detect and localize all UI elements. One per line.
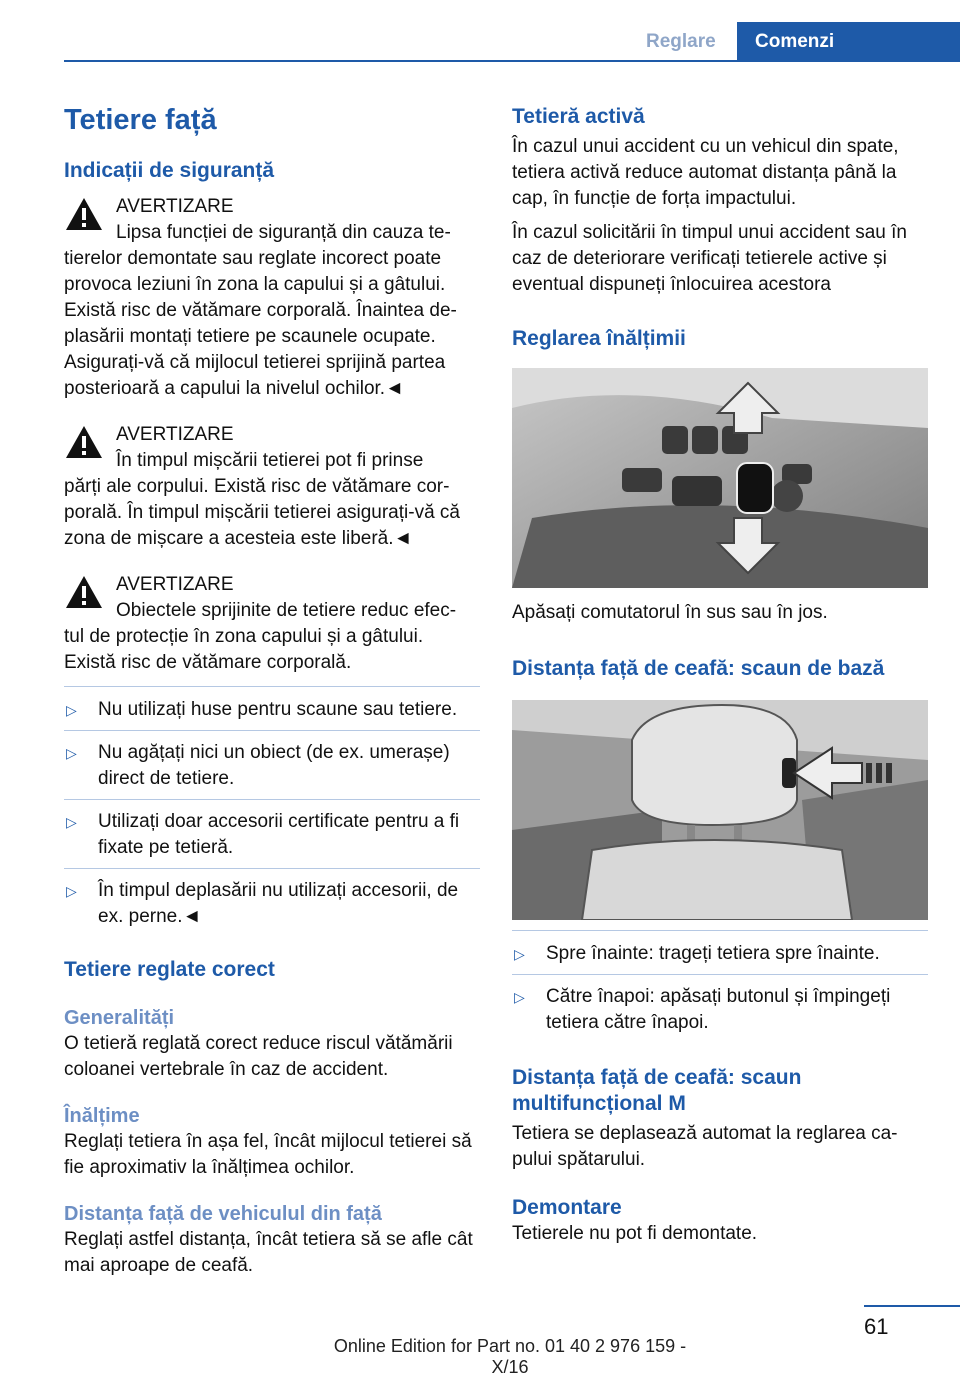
correct-heading: Tetiere reglate corect (64, 958, 275, 981)
header-tab-reglare[interactable]: Reglare (646, 31, 716, 52)
warning-block (64, 422, 480, 552)
height-adjust-heading: Reglarea înălțimii (512, 327, 686, 350)
warning-label: AVERTIZARE (116, 424, 234, 445)
warning-label: AVERTIZARE (116, 196, 234, 217)
active-heading: Tetieră activă (512, 105, 645, 128)
general-text: O tetieră reglată corect reduce riscul vătămării coloanei vertebrale în caz de accident. (64, 1033, 453, 1080)
left-column (64, 100, 480, 1279)
removal-text: Tetierele nu pot fi demontate. (512, 1223, 758, 1244)
list-item: ▷ Nu agățați nici un obiect (de ex. umerașe) direct de tetiere. (64, 740, 480, 800)
warning-text: tul de protecție în zona capului și a gâtului. Există risc de vătămare corporală. (64, 626, 424, 673)
base-seat-heading: Distanța față de ceafă: scaun de bază (512, 657, 885, 680)
warning-text: tierelor demontate sau reglate incorect poate provoca leziuni în zona la capului și a gâtului. Există risc de vătămare corporală. Înaintea de-plasării montați tetiere pe scaunele ocupate. Asigurați-vă că mijlocul tetierei sprijină partea posterioară a capului la nivelul ochilor.◄ (64, 248, 457, 399)
footer-rule (864, 1305, 960, 1307)
page-number: 61 (864, 1314, 889, 1339)
triangle-bullet-icon: ▷ (66, 883, 77, 899)
height-adjust-text: Apăsați comutatorul în sus sau în jos. (512, 602, 828, 623)
m-seat-text: Tetiera se deplasează automat la reglarea ca-pului spătarului. (512, 1123, 898, 1170)
header-rule (64, 60, 960, 62)
m-seat-heading: Distanța față de ceafă: scaun multifuncțional M (512, 1066, 802, 1115)
safety-bullet-list (64, 686, 480, 937)
warning-text-first: Lipsa funcției de siguranță din cauza te- (116, 222, 451, 243)
warning-block (64, 194, 480, 402)
triangle-bullet-icon: ▷ (514, 946, 525, 962)
list-item: ▷ În timpul deplasării nu utilizați accesorii, de ex. perne.◄ (66, 880, 459, 927)
distance-heading: Distanța față de vehiculul din față (64, 1203, 382, 1225)
right-column (512, 104, 928, 1247)
removal-heading: Demontare (512, 1196, 622, 1219)
safety-heading: Indicații de siguranță (64, 159, 275, 182)
list-item: ▷ Utilizați doar accesorii certificate pentru a fi fixate pe tetieră. (64, 809, 480, 869)
active-paragraph: În cazul solicitării în timpul unui accident sau în caz de deteriorare verificați tetierele active și eventual dispuneți înlocuirea acestora (512, 222, 907, 295)
height-heading: Înălțime (64, 1105, 140, 1127)
warning-text-first: Obiectele sprijinite de tetiere reduc efec- (116, 600, 457, 621)
header-tab-comenzi[interactable]: Comenzi (737, 22, 960, 62)
warning-triangle-icon (64, 424, 104, 460)
active-paragraph: În cazul unui accident cu un vehicul din spate, tetiera activă reduce automat distanța până la cap, în funcție de forța impactului. (512, 136, 899, 209)
warning-triangle-icon (64, 574, 104, 610)
general-heading: Generalități (64, 1007, 175, 1029)
height-text: Reglați tetiera în așa fel, încât mijlocul tetierei să fie aproximativ la înălțimea ochilor. (64, 1131, 472, 1178)
triangle-bullet-icon: ▷ (66, 814, 77, 830)
warning-triangle-icon (64, 196, 104, 232)
warning-text: părți ale corpului. Există risc de vătămare cor-porală. În timpul mișcării tetierei asigurați-vă că zona de mișcare a acesteia este liberă.◄ (64, 476, 460, 549)
warning-label: AVERTIZARE (116, 574, 234, 595)
warning-text-first: În timpul mișcării tetierei pot fi prinse (116, 450, 424, 471)
base-seat-bullet-list (512, 930, 928, 1043)
warning-block (64, 572, 480, 676)
headrest-photo (512, 700, 928, 920)
seat-switch-photo (512, 368, 928, 588)
distance-text: Reglați astfel distanța, încât tetiera să se afle cât mai aproape de ceafă. (64, 1229, 473, 1276)
edition-footer: Online Edition for Part no. 01 40 2 976 159 - X/16 (333, 1336, 687, 1377)
list-item: ▷ Nu utilizați huse pentru scaune sau tetiere. (64, 697, 480, 731)
triangle-bullet-icon: ▷ (66, 745, 77, 761)
triangle-bullet-icon: ▷ (514, 989, 525, 1005)
page-title: Tetiere față (64, 104, 217, 136)
list-item: ▷ Către înapoi: apăsați butonul și împingeți tetiera către înapoi. (514, 986, 891, 1033)
list-item: ▷ Spre înainte: trageți tetiera spre înainte. (512, 941, 928, 975)
triangle-bullet-icon: ▷ (66, 702, 77, 718)
